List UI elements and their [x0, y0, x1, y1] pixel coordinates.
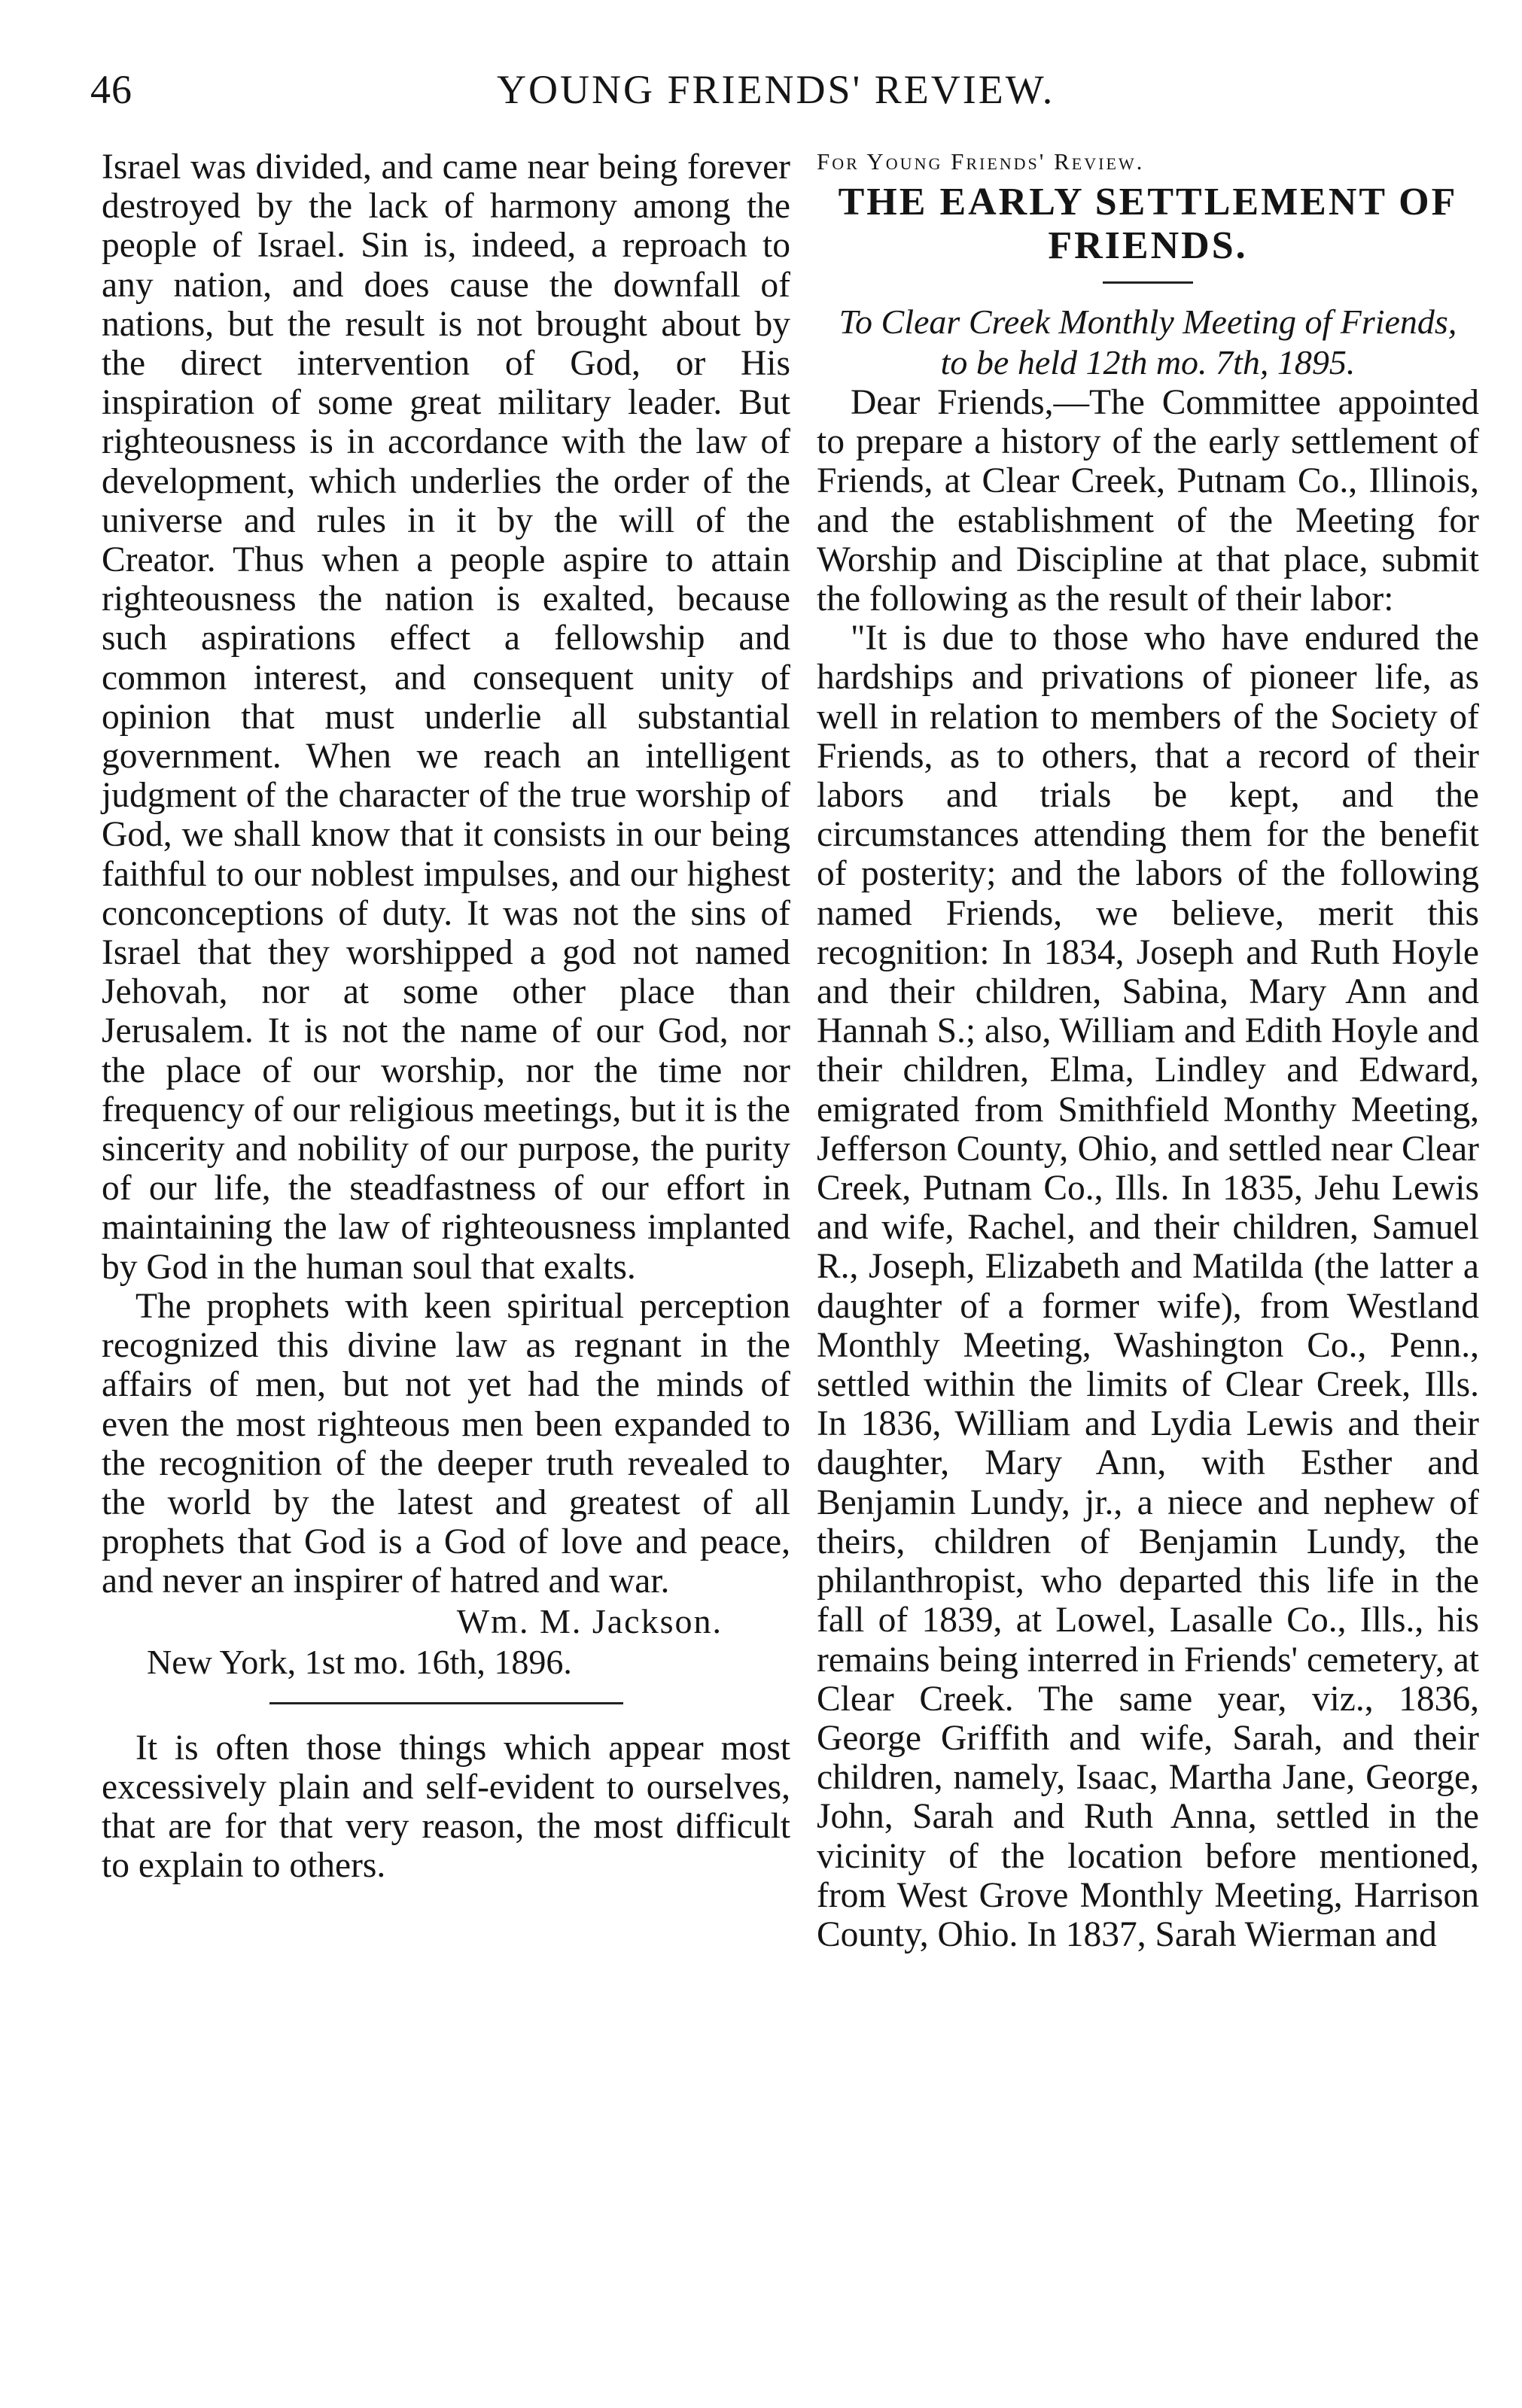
section-divider [269, 1702, 623, 1704]
closing-paragraph: It is often those things which appear most excessively plain and self-evident to ourselves, that are for that very reason, the most difficult to explain to others. [102, 1728, 790, 1886]
author-signature: Wm. M. Jackson. [456, 1601, 723, 1640]
left-paragraph-1: Israel was divided, and came near being forever destroyed by the lack of harmony among the people of Israel. Sin is, indeed, a reproach to any nation, and does cause the downfall of nations, but the result is not brought about by the direct intervention of God, or His inspiration of some great military leader. But righteousness is in accordance with the law of development, which underlies the order of the universe and rules in it by the will of the Creator. Thus when a people aspire to attain righteousness the nation is exalted, because such aspirations effect a fellowship and common interest, and consequent unity of opinion that must underlie all substantial government. When we reach an intelligent judgment of the character of the true worship of God, we shall know that it consists in our being faithful to our noblest impulses, and our highest conconceptions of duty. It was not the sins of Israel that they worshipped a god not named Jehovah, nor at some other place than Jerusalem. It is not the name of our God, nor the place of our worship, nor the time nor frequency of our religious meetings, but it is the sincerity and nobility of our purpose, the purity of our life, the steadfastness of our effort in maintaining the law of righteousness implanted by God in the human soul that exalts. [102, 147, 790, 1287]
right-column [817, 147, 1479, 1954]
article-address: To Clear Creek Monthly Meeting of Friends, to be held 12th mo. 7th, 1895. [839, 303, 1457, 382]
right-paragraph-2: "It is due to those who have endured the hardships and privations of pioneer life, as well in relation to members of the Society of Friends, as to others, that a record of their labors and trials be kept, and the circumstances attending them for the benefit of posterity; and the labors of the following named Friends, we believe, merit this recognition: In 1834, Joseph and Ruth Hoyle and their children, Sabina, Mary Ann and Hannah S.; also, William and Edith Hoyle and their children, Elma, Lindley and Edward, emigrated from Smithfield Monthy Meeting, Jefferson County, Ohio, and settled near Clear Creek, Putnam Co., Ills. In 1835, Jehu Lewis and wife, Rachel, and their children, Samuel R., Joseph, Elizabeth and Matilda (the latter a daughter of a former wife), from Westland Monthly Meeting, Washington Co., Penn., settled within the limits of Clear Creek, Ills. In 1836, William and Lydia Lewis and their daughter, Mary Ann, with Esther and Benjamin Lundy, jr., a niece and nephew of theirs, children of Benjamin Lundy, the philanthropist, who departed this life in the fall of 1839, at Lowel, Lasalle Co., Ills., his remains being interred in Friends' cemetery, at Clear Creek. The same year, viz., 1836, George Griffith and wife, Sarah, and their children, namely, Isaac, Martha Jane, George, John, Sarah and Ruth Anna, settled in the vicinity of the location before mentioned, from West Grove Monthly Meeting, Harrison County, Ohio. In 1837, Sarah Wierman and [817, 619, 1479, 1954]
left-column [102, 147, 790, 1885]
running-title: YOUNG FRIENDS' REVIEW. [497, 67, 1055, 112]
right-paragraph-1: Dear Friends,—The Committee appointed to prepare a history of the early settlement of Friends, at Clear Creek, Putnam Co., Illinois, and the establishment of the Meeting for Worship and Discipline at that place, submit the following as the result of their labor: [817, 383, 1479, 619]
article-credit: For Young Friends' Review. [817, 148, 1145, 175]
dateline: New York, 1st mo. 16th, 1896. [147, 1642, 572, 1681]
page-header [0, 66, 1522, 134]
article-title: THE EARLY SETTLEMENT OF FRIENDS. [838, 181, 1458, 267]
page-number: 46 [90, 67, 132, 112]
left-paragraph-2: The prophets with keen spiritual perception recognized this divine law as regnant in the affairs of men, but not yet had the minds of even the most righteous men been expanded to the recognition of the deeper truth revealed to the world by the latest and greatest of all prophets that God is a God of love and peace, and never an inspirer of hatred and war. [102, 1286, 790, 1601]
title-divider [1103, 281, 1193, 284]
